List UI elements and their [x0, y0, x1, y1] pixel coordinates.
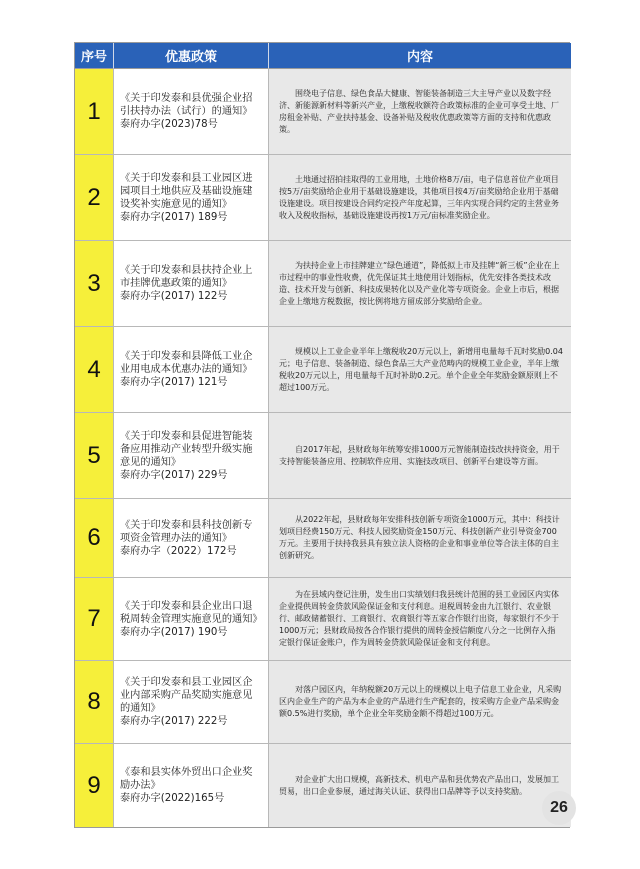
- policy-title: 《关于印发泰和县企业出口退税周转金管理实施意见的通知》: [120, 600, 263, 625]
- row-number: 3: [75, 241, 114, 327]
- policy-title: 《泰和县实体外贸出口企业奖励办法》: [120, 767, 253, 791]
- policy-title: 《关于印发泰和县工业园区企业内部采购产品奖励实施意见的通知》: [120, 677, 253, 714]
- policy-cell: [114, 744, 269, 827]
- policy-doc-number: 泰府办字(2017) 189号: [120, 211, 228, 223]
- header-policy: 优惠政策: [114, 43, 269, 69]
- row-number: 2: [75, 155, 114, 241]
- content-cell: 规模以上工业企业半年上缴税收20万元以上，新增用电量每千瓦时奖励0.04元；电子信息、装备制造、绿色食品三大产业范畴内的规模工业企业，半年上缴税收20万元以上，用电量每千瓦时补助0.2元。单个企业全年奖励金额原则上不超过100万元。: [269, 327, 571, 413]
- row-number: 9: [75, 744, 114, 827]
- row-number: 4: [75, 327, 114, 413]
- policy-title: 《关于印发泰和县促进智能装备应用推动产业转型升级实施意见的通知》: [120, 430, 253, 468]
- header-content: 内容: [269, 43, 571, 69]
- content-cell: 围绕电子信息、绿色食品大健康、智能装备制造三大主导产业以及数字经济、新能源新材料等新兴产业，上缴税收额符合政策标准的企业可享受土地、厂房租金补贴、产业扶持基金、设备补贴及税收优惠政策等方面的支持和优惠政策。: [269, 69, 571, 155]
- policy-title: 《关于印发泰和县工业园区进园项目土地供应及基础设施建设奖补实施意见的通知》: [120, 172, 253, 210]
- policy-cell: [114, 578, 269, 661]
- policy-doc-number: 泰府办字（2022）172号: [120, 545, 237, 557]
- policy-title: 《关于印发泰和县优强企业招引扶持办法（试行）的通知》: [120, 93, 253, 117]
- content-cell: 土地通过招拍挂取得的工业用地，土地价格8万/亩，电子信息首位产业项目按5万/亩奖励给企业用于基础设施建设，其他项目按4万/亩奖励给企业用于基础设施建设。项目按建设合同约定投产年度起算，三年内实现合同约定的主营业务收入及税收指标，基础设施建设再按1万元/亩标准奖励企业。: [269, 155, 571, 241]
- policy-cell: [114, 155, 269, 241]
- policy-cell: [114, 499, 269, 578]
- policy-cell: [114, 327, 269, 413]
- row-number: 5: [75, 413, 114, 499]
- policy-title: 《关于印发泰和县科技创新专项资金管理办法的通知》: [120, 519, 253, 544]
- policy-doc-number: 泰府办字(2017) 121号: [120, 377, 228, 388]
- policy-cell: [114, 661, 269, 744]
- content-cell: 对企业扩大出口规模，高新技术、机电产品和县优势农产品出口，发展加工贸易，出口企业参展，通过海关认证、获得出口品牌等予以支持奖励。: [269, 744, 571, 827]
- policy-doc-number: 泰府办字(2017) 229号: [120, 469, 228, 481]
- content-cell: 自2017年起，县财政每年统筹安排1000万元智能制造技改扶持资金，用于支持智能装备应用、控制软件应用、实施技改项目、创新平台建设等方面。: [269, 413, 571, 499]
- content-cell: 为在县域内登记注册，发生出口实绩划归我县统计范围的县工业园区内实体企业提供周转金贷款风险保证金和支付利息。退税周转金由九江银行、农业银行、邮政储蓄银行、工商银行、农商银行等五家合作银行出资，每家银行不少于1000万元；县财政局按各合作银行提供的周转金授信额度八分之一比例存入指定银行保证金账户，作为周转金贷款风险保证金和支付利息。: [269, 578, 571, 661]
- policy-doc-number: 泰府办字(2017) 122号: [120, 291, 228, 302]
- policy-table: [74, 42, 570, 828]
- row-number: 6: [75, 499, 114, 578]
- content-cell: 为扶持企业上市挂牌建立“绿色通道”，降低拟上市及挂牌“新三板”企业在上市过程中的事业性收费，优先保证其土地使用计划指标，优先安排各类技术改造、技术开发与创新、科技成果转化以及产业化等专项资金。企业上市后，根据企业上缴地方税数据，按比例将地方留成部分奖励给企业。: [269, 241, 571, 327]
- policy-doc-number: 泰府办字(2017) 190号: [120, 626, 228, 638]
- policy-doc-number: 泰府办字(2017) 222号: [120, 716, 228, 727]
- policy-doc-number: 泰府办字(2022)165号: [120, 793, 225, 804]
- policy-title: 《关于印发泰和县降低工业企业用电成本优惠办法的通知》: [120, 351, 253, 375]
- row-number: 1: [75, 69, 114, 155]
- row-number: 8: [75, 661, 114, 744]
- content-cell: 对落户园区内，年纳税额20万元以上的规模以上电子信息工业企业，凡采购区内企业生产的产品为本企业的产品进行生产配套的，按采购方企业产品采购金额0.5%进行奖励，单个企业全年奖励金额不得超过100万元。: [269, 661, 571, 744]
- policy-cell: [114, 69, 269, 155]
- page-number: 26: [542, 791, 576, 825]
- policy-cell: [114, 413, 269, 499]
- policy-title: 《关于印发泰和县扶持企业上市挂牌优惠政策的通知》: [120, 265, 253, 289]
- header-number: 序号: [75, 43, 114, 69]
- policy-cell: [114, 241, 269, 327]
- policy-doc-number: 泰府办字(2023)78号: [120, 119, 218, 130]
- content-cell: 从2022年起，县财政每年安排科技创新专项资金1000万元，其中：科技计划项目经费150万元、科技人园奖励资金150万元、科技创新产业引导资金700万元。主要用于扶持我县具有独立法人资格的企业和事业单位等合法主体的自主创新研究。: [269, 499, 571, 578]
- row-number: 7: [75, 578, 114, 661]
